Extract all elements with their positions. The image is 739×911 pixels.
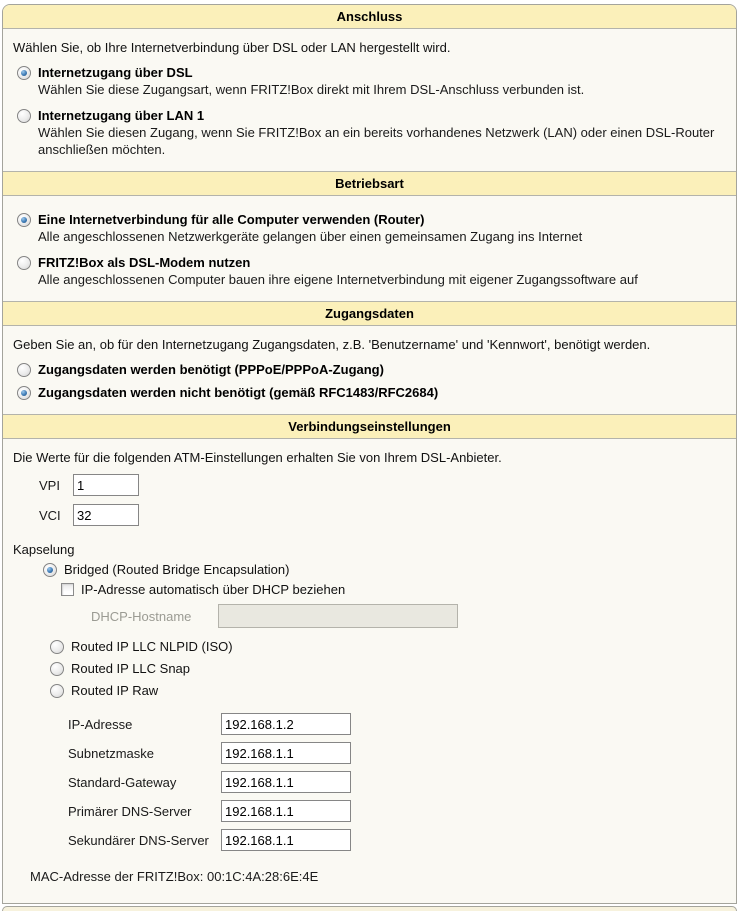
sekundaerer-dns-input[interactable] xyxy=(221,829,351,851)
radio-label-router-mode[interactable]: Eine Internetverbindung für alle Computer verwenden (Router) xyxy=(38,212,425,227)
subnetzmaske-input[interactable] xyxy=(221,742,351,764)
radio-modem-mode[interactable] xyxy=(17,256,31,270)
standard-gateway-label: Standard-Gateway xyxy=(68,774,177,790)
option-modem-mode xyxy=(17,254,726,288)
atm-intro-text: Die Werte für die folgenden ATM-Einstellungen erhalten Sie von Ihrem DSL-Anbieter. xyxy=(13,450,502,465)
radio-routed-snap[interactable] xyxy=(50,662,64,676)
radio-label-routed-snap[interactable]: Routed IP LLC Snap xyxy=(71,661,191,676)
ip-adresse-row xyxy=(68,713,726,735)
dhcp-hostname-input xyxy=(218,604,458,628)
next-section-top-edge xyxy=(2,906,737,911)
radio-bridged[interactable] xyxy=(43,563,57,577)
dhcp-auto-checkbox-label[interactable]: IP-Adresse automatisch über DHCP beziehen xyxy=(81,582,346,597)
section-header-betriebsart: Betriebsart xyxy=(3,171,736,196)
option-routed-snap xyxy=(50,660,726,677)
radio-label-modem-mode[interactable]: FRITZ!Box als DSL-Modem nutzen xyxy=(38,255,251,270)
ip-adresse-input[interactable] xyxy=(221,713,351,735)
mac-address-text: MAC-Adresse der FRITZ!Box: 00:1C:4A:28:6E:4E xyxy=(30,869,319,884)
radio-internetzugang-lan[interactable] xyxy=(17,109,31,123)
sekundaerer-dns-row xyxy=(68,829,726,851)
radio-label-zugangsdaten-benoetigt[interactable]: Zugangsdaten werden benötigt (PPPoE/PPPoA-Zugang) xyxy=(38,362,384,377)
vpi-row xyxy=(39,474,726,496)
dhcp-hostname-label: DHCP-Hostname xyxy=(91,608,192,624)
radio-zugangsdaten-benoetigt[interactable] xyxy=(17,363,31,377)
subnetzmaske-row xyxy=(68,742,726,764)
option-router-mode xyxy=(17,211,726,245)
radio-label-zugangsdaten-nicht-benoetigt[interactable]: Zugangsdaten werden nicht benötigt (gemäß RFC1483/RFC2684) xyxy=(38,385,439,400)
option-zugangsdaten-nicht-benoetigt xyxy=(17,384,726,401)
description-internetzugang-lan: Wählen Sie diesen Zugang, wenn Sie FRITZ!Box an ein bereits vorhandenes Netzwerk (LAN) oder einen DSL-Router anschließen möchten. xyxy=(38,125,715,157)
dhcp-auto-option xyxy=(61,581,726,598)
radio-routed-raw[interactable] xyxy=(50,684,64,698)
vci-input[interactable] xyxy=(73,504,139,526)
radio-label-bridged[interactable]: Bridged (Routed Bridge Encapsulation) xyxy=(64,562,290,577)
ip-adresse-label: IP-Adresse xyxy=(68,716,133,732)
anschluss-intro-text: Wählen Sie, ob Ihre Internetverbindung über DSL oder LAN hergestellt wird. xyxy=(13,40,451,55)
option-routed-nlpid xyxy=(50,638,726,655)
section-anschluss xyxy=(3,29,736,171)
section-header-zugangsdaten: Zugangsdaten xyxy=(3,301,736,326)
standard-gateway-input[interactable] xyxy=(221,771,351,793)
option-routed-raw xyxy=(50,682,726,699)
settings-panel xyxy=(2,4,737,904)
radio-routed-nlpid[interactable] xyxy=(50,640,64,654)
radio-label-internetzugang-lan[interactable]: Internetzugang über LAN 1 xyxy=(38,108,205,123)
subnetzmaske-label: Subnetzmaske xyxy=(68,745,154,761)
dhcp-hostname-row xyxy=(91,604,726,628)
description-internetzugang-dsl: Wählen Sie diese Zugangsart, wenn FRITZ!Box direkt mit Ihrem DSL-Anschluss verbunden ist. xyxy=(38,82,585,97)
section-header-anschluss: Anschluss xyxy=(3,5,736,29)
radio-label-routed-raw[interactable]: Routed IP Raw xyxy=(71,683,159,698)
primaerer-dns-input[interactable] xyxy=(221,800,351,822)
section-betriebsart xyxy=(3,196,736,301)
section-zugangsdaten xyxy=(3,326,736,414)
radio-internetzugang-dsl[interactable] xyxy=(17,66,31,80)
section-header-verbindungseinstellungen: Verbindungseinstellungen xyxy=(3,414,736,439)
option-internetzugang-dsl xyxy=(17,64,726,98)
kapselung-label: Kapselung xyxy=(13,542,75,557)
radio-zugangsdaten-nicht-benoetigt[interactable] xyxy=(17,386,31,400)
vci-label: VCI xyxy=(39,507,61,523)
option-zugangsdaten-benoetigt xyxy=(17,361,726,378)
radio-router-mode[interactable] xyxy=(17,213,31,227)
radio-label-routed-nlpid[interactable]: Routed IP LLC NLPID (ISO) xyxy=(71,639,233,654)
option-internetzugang-lan xyxy=(17,107,726,158)
sekundaerer-dns-label: Sekundärer DNS-Server xyxy=(68,832,209,848)
dhcp-auto-checkbox[interactable] xyxy=(61,583,74,596)
vpi-label: VPI xyxy=(39,477,60,493)
zugangsdaten-intro-text: Geben Sie an, ob für den Internetzugang Zugangsdaten, z.B. 'Benutzername' und 'Kennwort', benötigt werden. xyxy=(13,337,651,352)
primaerer-dns-row xyxy=(68,800,726,822)
standard-gateway-row xyxy=(68,771,726,793)
description-modem-mode: Alle angeschlossenen Computer bauen ihre eigene Internetverbindung mit eigener Zugangssoftware auf xyxy=(38,272,638,287)
radio-label-internetzugang-dsl[interactable]: Internetzugang über DSL xyxy=(38,65,193,80)
option-bridged xyxy=(43,561,726,578)
description-router-mode: Alle angeschlossenen Netzwerkgeräte gelangen über einen gemeinsamen Zugang ins Internet xyxy=(38,229,583,244)
primaerer-dns-label: Primärer DNS-Server xyxy=(68,803,192,819)
vci-row xyxy=(39,504,726,526)
section-verbindungseinstellungen xyxy=(3,439,736,903)
vpi-input[interactable] xyxy=(73,474,139,496)
